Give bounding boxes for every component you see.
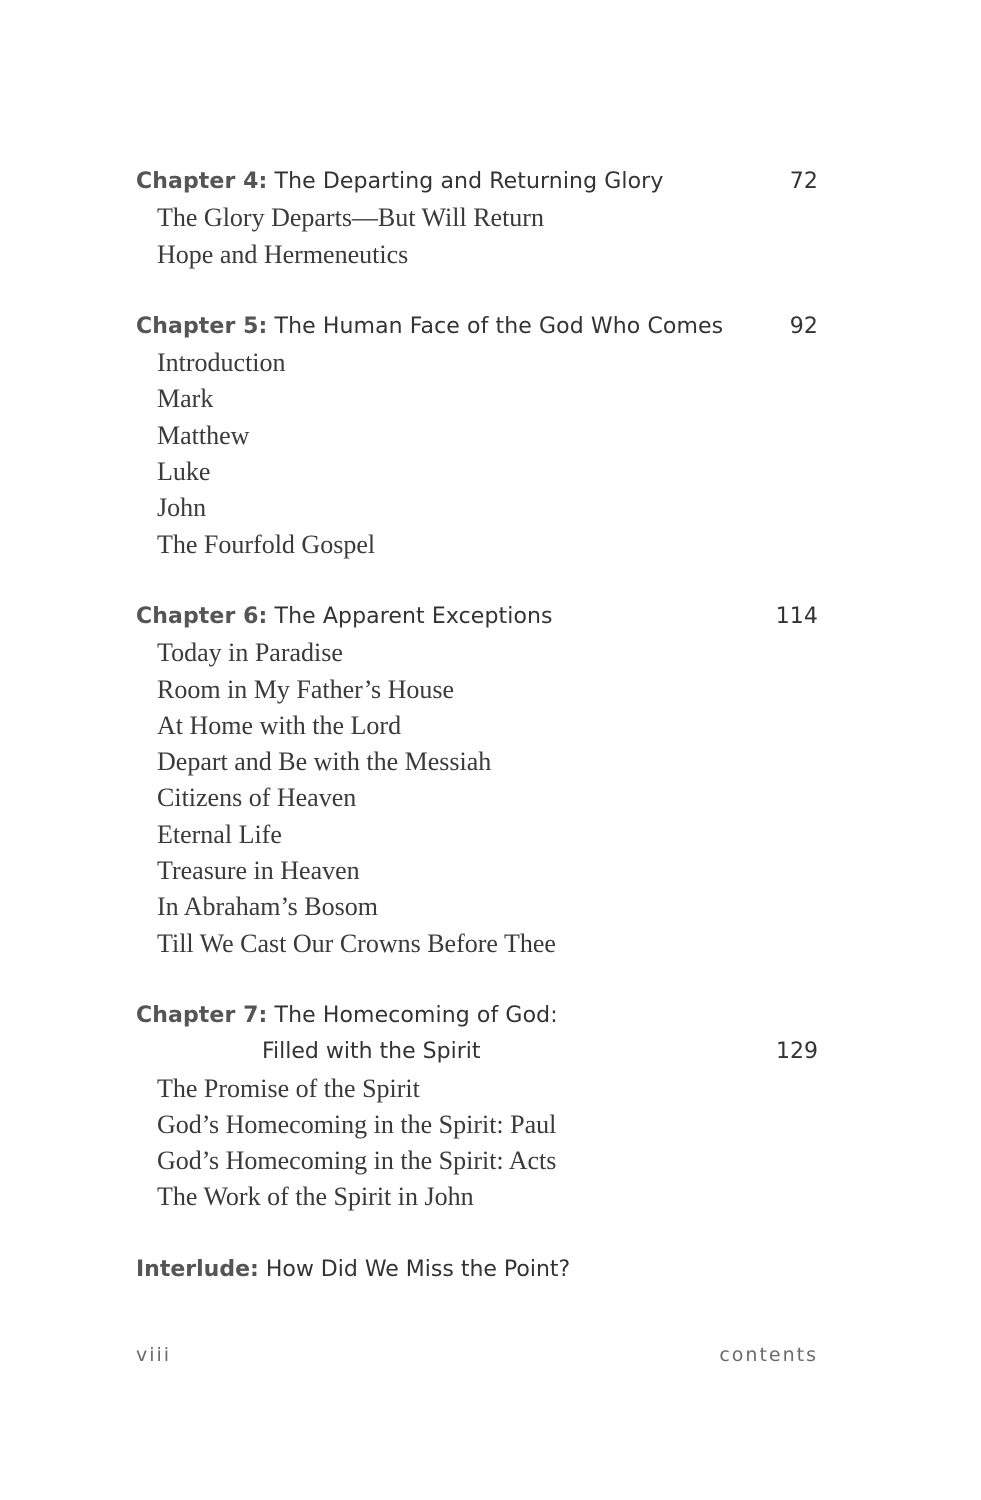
chapter-5 xyxy=(136,309,818,563)
chapter-page-number: 72 xyxy=(789,169,818,194)
chapter-page-number: 114 xyxy=(775,603,818,629)
chapter-label: Chapter 4: xyxy=(136,169,268,194)
section-item[interactable]: Till We Cast Our Crowns Before Thee xyxy=(157,928,556,958)
section-item[interactable]: At Home with the Lord xyxy=(157,710,402,740)
section-item[interactable]: The Promise of the Spirit xyxy=(157,1073,420,1103)
section-item[interactable]: Citizens of Heaven xyxy=(157,783,357,813)
chapter-label: Chapter 7: xyxy=(136,1002,268,1028)
section-item[interactable]: Eternal Life xyxy=(157,819,282,849)
section-item[interactable]: God’s Homecoming in the Spirit: Acts xyxy=(157,1146,557,1176)
page-footer xyxy=(136,1344,818,1366)
section-item[interactable]: Introduction xyxy=(157,348,286,378)
chapter-label: Chapter 6: xyxy=(136,603,268,629)
section-list xyxy=(136,635,818,962)
interlude-label: Interlude: xyxy=(136,1256,259,1282)
section-item[interactable]: Depart and Be with the Messiah xyxy=(157,747,492,777)
chapter-heading[interactable] xyxy=(136,599,818,635)
chapter-heading[interactable] xyxy=(136,309,818,345)
section-item[interactable]: Mark xyxy=(157,384,214,414)
chapter-page-number: 92 xyxy=(789,313,818,339)
interlude-heading[interactable] xyxy=(136,1252,818,1288)
section-list xyxy=(136,1071,818,1216)
section-item[interactable]: God’s Homecoming in the Spirit: Paul xyxy=(157,1109,557,1139)
chapter-title: The Apparent Exceptions xyxy=(274,603,553,629)
running-footer-section: contents xyxy=(719,1344,818,1366)
chapter-heading-text xyxy=(136,998,818,1034)
chapter-4 xyxy=(136,164,818,273)
interlude-title: How Did We Miss the Point? xyxy=(265,1256,571,1282)
chapter-heading-text xyxy=(136,599,776,635)
section-list xyxy=(136,200,818,273)
section-item[interactable]: The Fourfold Gospel xyxy=(157,529,376,559)
table-of-contents xyxy=(136,164,818,1288)
chapter-heading[interactable] xyxy=(136,998,818,1034)
section-item[interactable]: Room in My Father’s House xyxy=(157,674,455,704)
chapter-title-continuation: Filled with the Spirit xyxy=(262,1039,481,1065)
chapter-page-number: 129 xyxy=(776,1039,818,1065)
section-item[interactable]: Treasure in Heaven xyxy=(157,856,360,886)
section-item[interactable]: Hope and Hermeneutics xyxy=(157,239,409,269)
section-item[interactable]: Matthew xyxy=(157,420,250,450)
section-item[interactable]: The Glory Departs—But Will Return xyxy=(157,203,544,233)
chapter-label: Chapter 5: xyxy=(136,313,268,339)
chapter-heading-text xyxy=(136,309,790,345)
section-item[interactable]: The Work of the Spirit in John xyxy=(157,1182,474,1212)
chapter-7 xyxy=(136,998,818,1216)
section-item[interactable]: Today in Paradise xyxy=(157,638,343,668)
chapter-title: The Homecoming of God: xyxy=(274,1002,558,1028)
chapter-heading-text xyxy=(136,164,790,200)
section-item[interactable]: John xyxy=(157,493,207,523)
chapter-title: The Human Face of the God Who Comes xyxy=(274,313,724,339)
chapter-title: The Departing and Returning Glory xyxy=(274,169,664,194)
chapter-6 xyxy=(136,599,818,962)
chapter-heading[interactable] xyxy=(136,164,818,200)
chapter-heading-continuation[interactable] xyxy=(136,1034,818,1070)
folio-page-number: viii xyxy=(136,1344,172,1366)
section-list xyxy=(136,345,818,563)
section-item[interactable]: In Abraham’s Bosom xyxy=(157,892,378,922)
section-item[interactable]: Luke xyxy=(157,457,211,487)
